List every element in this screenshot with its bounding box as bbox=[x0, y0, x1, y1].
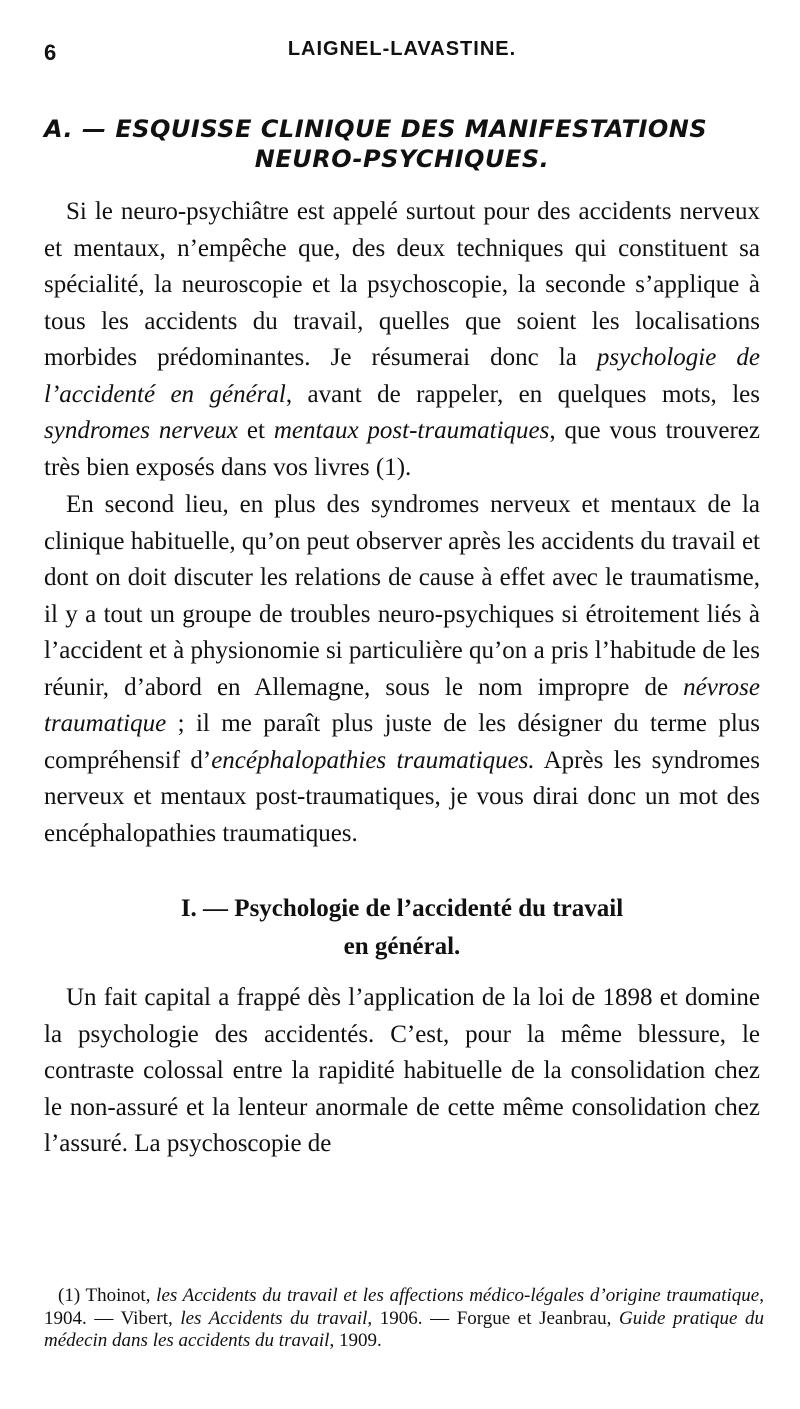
paragraph-1-italic-2: syndromes nerveux bbox=[44, 417, 239, 444]
paragraph-2 bbox=[44, 487, 760, 852]
paragraph-1-text-2: , avant de rappeler, en quelques mots, les bbox=[285, 380, 760, 408]
section-heading-i bbox=[44, 890, 760, 966]
paragraph-1 bbox=[44, 194, 760, 486]
footnote-italic-2: les Accidents du travail bbox=[180, 1307, 368, 1329]
paragraph-2-text-2: ; il me paraît plus juste de les désigner du terme plus compréhensif d’ bbox=[44, 710, 760, 774]
running-title: LAIGNEL-LAVASTINE. bbox=[287, 38, 517, 60]
footnote-text-3: , 1906. — Forgue et Jeanbrau, bbox=[367, 1307, 619, 1329]
section-heading-a-line2: NEURO-PSYCHIQUES. bbox=[254, 145, 550, 173]
section-heading-i-line2: en général. bbox=[343, 933, 461, 960]
paragraph-2-text-1: En second lieu, en plus des syndromes nerveux et mentaux de la clinique habituelle, qu’on peut observer après les accidents du travail et dont on doit discuter les relations de cause à effet avec le traumatisme, il y a tout un groupe de troubles neuro-psychiques si étroitement liés à l’accident et à physionomie si particulière qu’on a pris l’habitude de les réunir, d’abord en Allemagne, sous le nom impropre de bbox=[44, 491, 760, 701]
paragraph-1-text-3: et bbox=[238, 417, 274, 444]
paragraph-1-italic-3: mentaux post-traumatiques bbox=[273, 417, 550, 444]
paragraph-1-text-4: , que vous trouverez très bien exposés dans vos livres (1). bbox=[44, 417, 761, 481]
footnote-text-2: , 1904. — Vibert, bbox=[44, 1285, 764, 1329]
section-heading-a-line1: A. — ESQUISSE CLINIQUE DES MANIFESTATIONS bbox=[44, 115, 708, 143]
running-head bbox=[44, 30, 760, 70]
section-heading-i-line1: I. — Psychologie de l’accidenté du travail bbox=[180, 895, 624, 922]
paragraph-1-text-1: Si le neuro-psychiâtre est appelé surtout pour des accidents nerveux et mentaux, n’empêche que, des deux techniques qui constituent sa spécialité, la neuroscopie et la psychoscopie, la seconde s’applique à tous les accidents du travail, quelles que soient les localisations morbides prédominantes. Je résumerai donc la bbox=[44, 198, 760, 371]
paragraph-2-italic-1: névrose traumatique bbox=[44, 673, 760, 737]
paragraph-1-italic-1: psychologie de l’accidenté en général bbox=[44, 344, 760, 408]
footnote-italic-3: Guide pratique du médecin dans les accidents du travail bbox=[44, 1307, 764, 1351]
footnote bbox=[44, 1285, 764, 1353]
footnote-italic-1: les Accidents du travail et les affections médico-légales d’origine traumatique bbox=[156, 1285, 760, 1306]
footnote-text-1: (1) Thoinot, bbox=[58, 1285, 157, 1306]
section-heading-a bbox=[44, 114, 760, 174]
paragraph-3: Un fait capital a frappé dès l’application de la loi de 1898 et domine la psychologie des accidentés. C’est, pour la même blessure, le contraste colossal entre la rapidité habituelle de la consolidation chez le non-assuré et la lenteur anormale de cette même consolidation chez l’assuré. La psychoscopie de bbox=[44, 984, 760, 1157]
footnote-text-4: , 1909. bbox=[329, 1330, 382, 1351]
paragraph-2-italic-2: encéphalopathies traumatiques. bbox=[211, 746, 535, 774]
paragraph-2-text-3: Après les syndromes nerveux et mentaux post-traumatiques, je vous dirai donc un mot des encéphalopathies traumatiques. bbox=[44, 746, 761, 847]
page-number: 6 bbox=[44, 40, 58, 65]
